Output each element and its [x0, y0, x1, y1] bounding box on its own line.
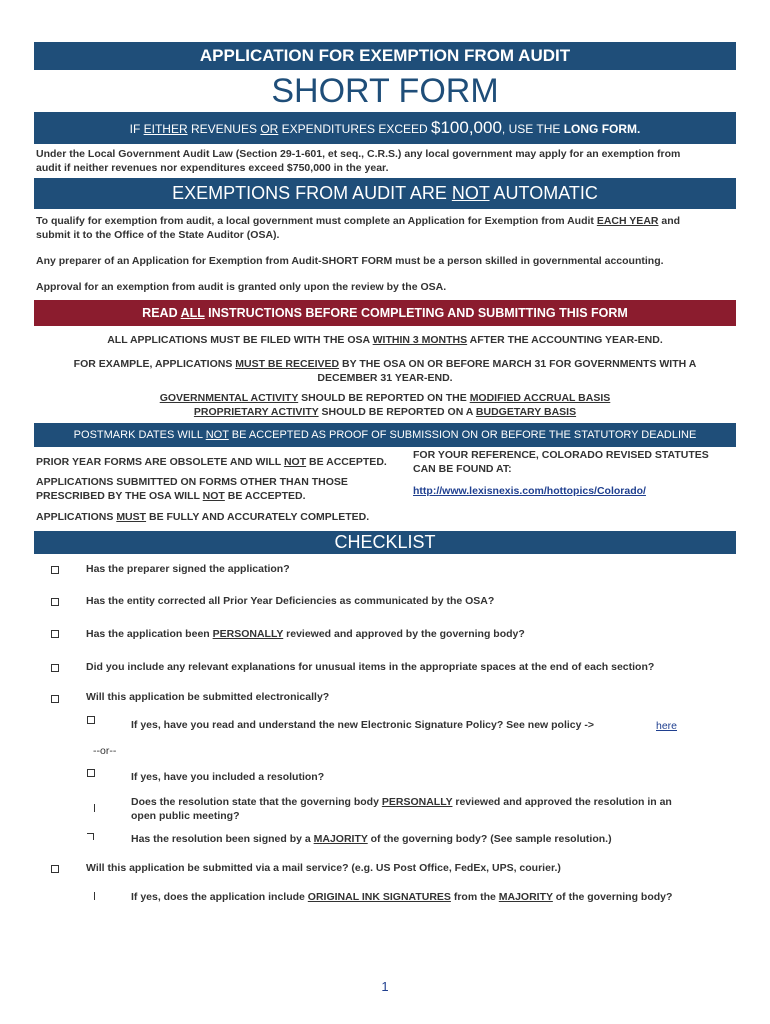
form-title-bar [34, 42, 736, 70]
checkbox-personally-reviewed[interactable] [51, 630, 59, 638]
long-form-text: LONG FORM. [563, 122, 641, 136]
long-form-notice-bar: IF EITHER REVENUES OR EXPENDITURES EXCEED $100,000, USE THE LONG FORM. [34, 112, 736, 144]
question-preparer-signed: Has the preparer signed the application? [86, 563, 290, 575]
governmental-activity-text: GOVERNMENTAL ACTIVITY SHOULD BE REPORTED ON THE MODIFIED ACCRUAL BASIS [159, 392, 611, 404]
approval-paragraph: Approval for an exemption from audit is granted only upon the review by the OSA. [36, 281, 447, 293]
question-resolution-public-meeting: Does the resolution state that the governing body PERSONALLY reviewed and approved the resolution in an open public meeting? [131, 796, 672, 822]
statutes-link[interactable]: http://www.lexisnexis.com/hottopics/Colorado/ [413, 485, 646, 497]
checkbox-resolution-public-meeting[interactable] [94, 804, 95, 812]
question-mail-service: Will this application be submitted via a mail service? (e.g. US Post Office, FedEx, UPS, courier.) [86, 862, 561, 874]
qualify-paragraph: To qualify for exemption from audit, a local government must complete an Application for Exemption from Audit EACH YEAR and submit it to the Office of the State Auditor (OSA). [36, 215, 681, 241]
form-subtitle: SHORT FORM [271, 72, 499, 110]
or-text: OR [260, 122, 279, 136]
question-signature-policy: If yes, have you read and understand the new Electronic Signature Policy? See new policy -> [131, 719, 595, 731]
checkbox-preparer-signed[interactable] [51, 566, 59, 574]
postmark-bar: POSTMARK DATES WILL NOT BE ACCEPTED AS PROOF OF SUBMISSION ON OR BEFORE THE STATUTORY DEADLINE [34, 423, 736, 447]
threshold-amount: $100,000 [431, 118, 502, 137]
question-prior-deficiencies: Has the entity corrected all Prior Year Deficiencies as communicated by the OSA? [86, 595, 495, 607]
preparer-paragraph: Any preparer of an Application for Exemption from Audit-SHORT FORM must be a person skilled in governmental accounting. [36, 255, 664, 267]
checkbox-explanations[interactable] [51, 664, 59, 672]
prior-year-text: PRIOR YEAR FORMS ARE OBSOLETE AND WILL NOT BE ACCEPTED. [36, 456, 387, 468]
reference-text: FOR YOUR REFERENCE, COLORADO REVISED STATUTES CAN BE FOUND AT: [413, 449, 709, 475]
instructions-bar: READ ALL INSTRUCTIONS BEFORE COMPLETING AND SUBMITTING THIS FORM [34, 300, 736, 326]
question-resolution-included: If yes, have you included a resolution? [131, 771, 325, 783]
not-automatic-bar: EXEMPTIONS FROM AUDIT ARE NOT AUTOMATIC [34, 178, 736, 209]
other-forms-text: APPLICATIONS SUBMITTED ON FORMS OTHER THAN THOSE PRESCRIBED BY THE OSA WILL NOT BE ACCEPTED. [36, 476, 348, 502]
checkbox-original-signatures[interactable] [94, 892, 95, 900]
question-original-signatures: If yes, does the application include ORIGINAL INK SIGNATURES from the MAJORITY of the governing body? [131, 891, 673, 903]
question-resolution-majority: Has the resolution been signed by a MAJORITY of the governing body? (See sample resolution.) [131, 833, 612, 845]
page-number: 1 [381, 979, 389, 994]
proprietary-activity-text: PROPRIETARY ACTIVITY SHOULD BE REPORTED ON A BUDGETARY BASIS [193, 406, 577, 418]
form-title: APPLICATION FOR EXEMPTION FROM AUDIT [199, 46, 571, 65]
question-personally-reviewed: Has the application been PERSONALLY reviewed and approved by the governing body? [86, 628, 525, 640]
question-electronic: Will this application be submitted electronically? [86, 691, 330, 703]
completeness-text: APPLICATIONS MUST BE FULLY AND ACCURATELY COMPLETED. [36, 511, 370, 523]
question-explanations: Did you include any relevant explanations for unusual items in the appropriate spaces at the end of each section? [86, 661, 655, 673]
checkbox-mail-service[interactable] [51, 865, 59, 873]
checkbox-signature-policy[interactable] [87, 716, 95, 724]
intro-paragraph: Under the Local Government Audit Law (Section 29-1-601, et seq., C.R.S.) any local government may apply for an exemption from audit if neither revenues nor expenditures exceed $750,000 in the year. [36, 148, 681, 174]
signature-policy-link[interactable]: here [656, 720, 678, 732]
example-text: FOR EXAMPLE, APPLICATIONS MUST BE RECEIVED BY THE OSA ON OR BEFORE MARCH 31 FOR GOVERNMENTS WITH A DECEMBER 31 YEAR-END. [73, 358, 697, 384]
checkbox-resolution-majority[interactable] [87, 833, 94, 840]
either-text: EITHER [143, 122, 188, 136]
filing-deadline-text: ALL APPLICATIONS MUST BE FILED WITH THE OSA WITHIN 3 MONTHS AFTER THE ACCOUNTING YEAR-END. [107, 334, 663, 346]
checklist-bar: CHECKLIST [34, 531, 736, 554]
checkbox-resolution-included[interactable] [87, 769, 95, 777]
checkbox-prior-deficiencies[interactable] [51, 598, 59, 606]
or-separator: --or-- [93, 745, 117, 757]
checkbox-electronic[interactable] [51, 695, 59, 703]
